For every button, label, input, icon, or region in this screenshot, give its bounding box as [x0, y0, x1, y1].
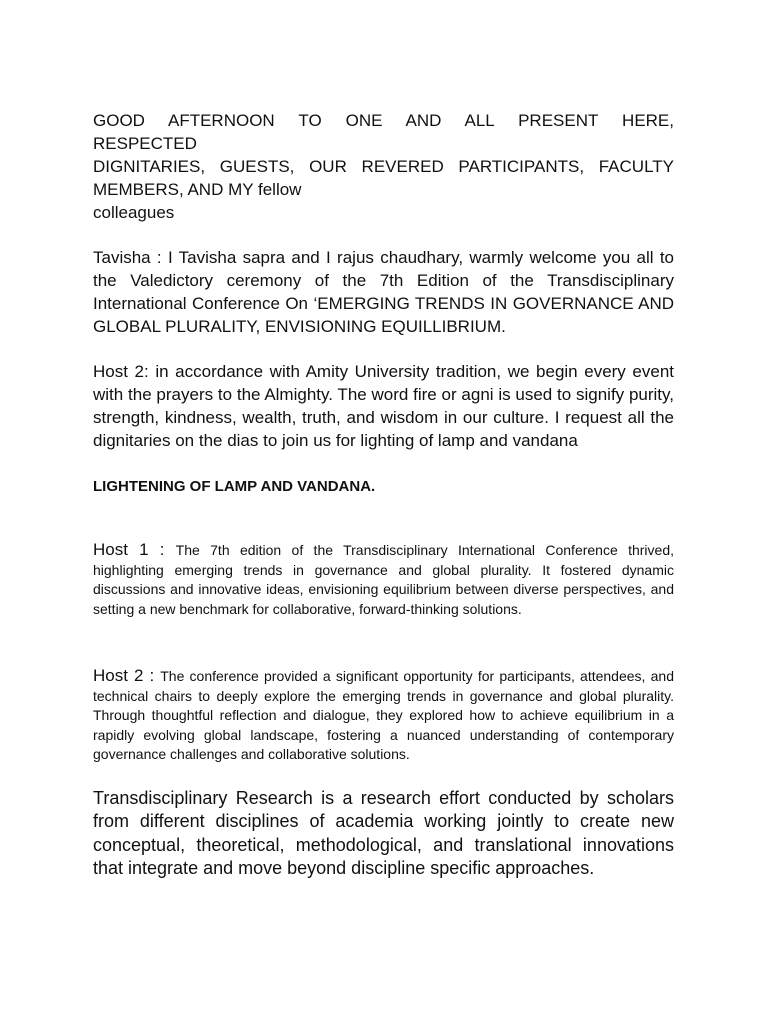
host2-paragraph [93, 666, 674, 765]
host1-paragraph [93, 540, 674, 619]
prayer-paragraph: Host 2: in accordance with Amity University tradition, we begin every event with the prayers to the Almighty. The word fire or agni is used to signify purity, strength, kindness, wealth, truth, and wisdom in our culture. I request all the dignitaries on the dias to join us for lighting of lamp and vandana [93, 362, 674, 450]
welcome-paragraph: Tavisha : I Tavisha sapra and I rajus chaudhary, warmly welcome you all to the Valedictory ceremony of the 7th Edition of the Transdisciplinary International Conference On ‘EMERGING TRENDS IN GOVERNANCE AND GLOBAL PLURALITY, ENVISIONING EQUILLIBRIUM. [93, 248, 674, 336]
host2-text: The conference provided a significant opportunity for participants, attendees, and technical chairs to deeply explore the emerging trends in governance and global plurality. Through thoughtful reflection and dialogue, they explored how to achieve equilibrium in a rapidly evolving global landscape, fostering a nuanced understanding of contemporary governance challenges and collaborative solutions. [93, 668, 674, 762]
greeting-line: MEMBERS, AND MY fellow [93, 180, 302, 199]
host1-text: The 7th edition of the Transdisciplinary International Conference thrived, highlighting emerging trends in governance and global plurality. It fostered dynamic discussions and innovative ideas, envisioning equilibrium between diverse perspectives, and setting a new benchmark for collaborative, forward-thinking solutions. [93, 542, 674, 617]
greeting-line: DIGNITARIES, GUESTS, OUR REVERED PARTICIPANTS, FACULTY [93, 157, 674, 176]
greeting-line: RESPECTED [93, 134, 197, 153]
research-paragraph: Transdisciplinary Research is a research effort conducted by scholars from different disciplines of academia working jointly to create new conceptual, theoretical, methodological, and translational innovations that integrate and move beyond discipline specific approaches. [93, 787, 674, 878]
greeting-line: GOOD AFTERNOON TO ONE AND ALL PRESENT HERE, [93, 111, 674, 130]
greeting-block [93, 109, 674, 224]
document-page [93, 109, 674, 881]
greeting-line: colleagues [93, 203, 175, 222]
host1-label: Host 1 : [93, 540, 176, 559]
section-heading: LIGHTENING OF LAMP AND VANDANA. [93, 478, 376, 495]
host2-label: Host 2 : [93, 666, 161, 685]
